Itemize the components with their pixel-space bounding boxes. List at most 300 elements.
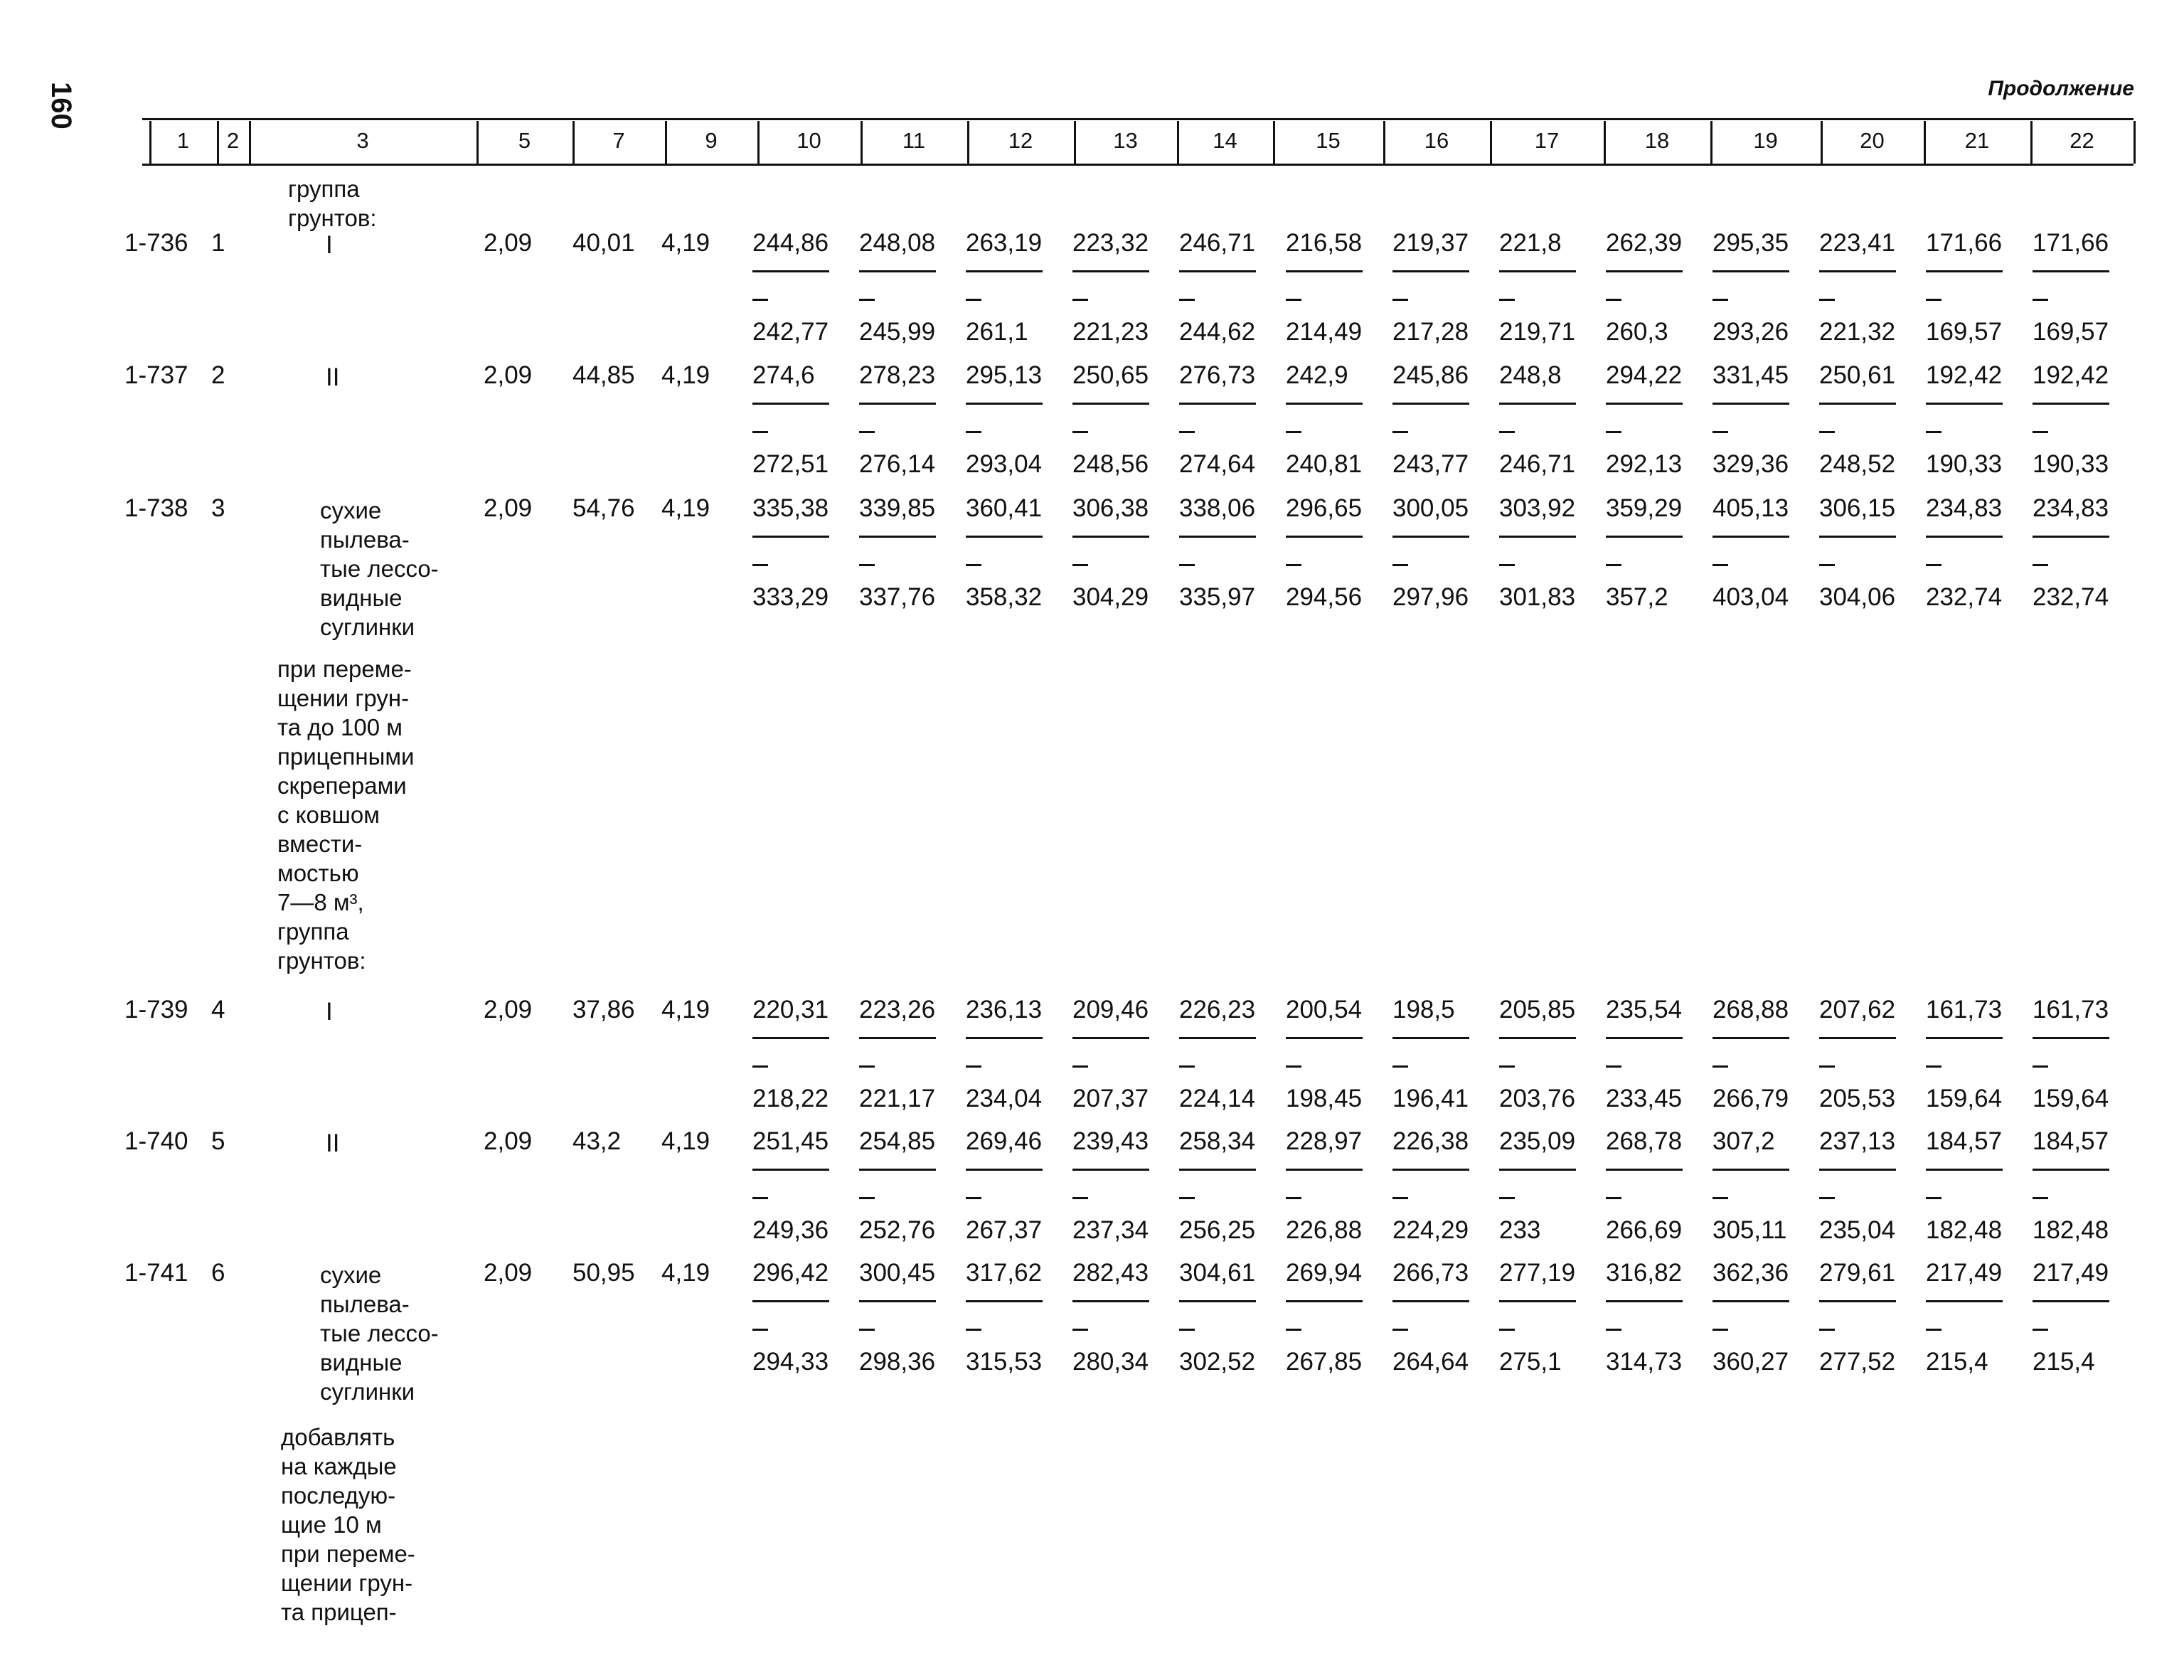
minus-sign bbox=[859, 1197, 875, 1199]
fraction-line bbox=[1606, 1300, 1683, 1302]
cell-top-value: 207,62 bbox=[1819, 996, 1896, 1024]
cell-top-value: 274,6 bbox=[752, 361, 815, 389]
row-group: I bbox=[326, 231, 333, 259]
cell-bottom-value: 219,71 bbox=[1499, 318, 1576, 346]
cell-bottom-value: 302,52 bbox=[1179, 1348, 1256, 1376]
cell-bottom-value: 233 bbox=[1499, 1216, 1541, 1244]
cell-col5: 2,09 bbox=[484, 996, 533, 1024]
cell-top-value: 246,71 bbox=[1179, 229, 1256, 257]
header-cell-9: 9 bbox=[705, 128, 718, 153]
cell-bottom-value: 245,99 bbox=[859, 318, 936, 346]
cell-bottom-value: 190,33 bbox=[2033, 450, 2109, 478]
minus-sign bbox=[966, 299, 981, 301]
row-group: сухие пылева- тые лессо- видные суглинки bbox=[320, 497, 439, 640]
fraction-line bbox=[2033, 403, 2109, 405]
cell-bottom-value: 232,74 bbox=[2033, 583, 2109, 611]
minus-sign bbox=[1819, 431, 1835, 433]
cell-bottom-value: 261,1 bbox=[966, 318, 1028, 346]
minus-sign bbox=[2033, 564, 2048, 566]
minus-sign bbox=[859, 299, 875, 301]
cell-bottom-value: 190,33 bbox=[1926, 450, 2003, 478]
cell-top-value: 335,38 bbox=[752, 494, 829, 522]
minus-sign bbox=[2033, 1197, 2048, 1199]
minus-sign bbox=[1286, 299, 1301, 301]
minus-sign bbox=[1819, 564, 1835, 566]
cell-top-value: 338,06 bbox=[1179, 494, 1256, 522]
minus-sign bbox=[1606, 1329, 1621, 1331]
cell-top-value: 306,38 bbox=[1072, 494, 1149, 522]
cell-top-value: 219,37 bbox=[1392, 229, 1469, 257]
cell-top-value: 239,43 bbox=[1072, 1127, 1149, 1155]
row-number: 2 bbox=[211, 361, 225, 389]
fraction-line bbox=[1072, 270, 1149, 272]
row-code: 1-738 bbox=[124, 494, 188, 522]
minus-sign bbox=[752, 1197, 768, 1199]
cell-bottom-value: 244,62 bbox=[1179, 318, 1256, 346]
cell-bottom-value: 333,29 bbox=[752, 583, 829, 611]
minus-sign bbox=[1286, 1329, 1301, 1331]
cell-top-value: 228,97 bbox=[1286, 1127, 1363, 1155]
cell-top-value: 269,46 bbox=[966, 1127, 1043, 1155]
minus-sign bbox=[1286, 431, 1301, 433]
minus-sign bbox=[1179, 1329, 1195, 1331]
cell-bottom-value: 159,64 bbox=[1926, 1085, 2003, 1112]
minus-sign bbox=[1499, 431, 1515, 433]
cell-col9: 4,19 bbox=[661, 229, 710, 257]
row-number: 6 bbox=[211, 1259, 225, 1287]
cell-top-value: 360,41 bbox=[966, 494, 1043, 522]
minus-sign bbox=[1392, 299, 1408, 301]
fraction-line bbox=[859, 270, 936, 272]
cell-top-value: 296,65 bbox=[1286, 494, 1363, 522]
cell-bottom-value: 169,57 bbox=[2033, 318, 2109, 346]
fraction-line bbox=[2033, 1169, 2109, 1171]
cell-bottom-value: 274,64 bbox=[1179, 450, 1256, 478]
cell-bottom-value: 232,74 bbox=[1926, 583, 2003, 611]
minus-sign bbox=[1606, 431, 1621, 433]
section-description-scrapers: при переме- щении грун- та до 100 м прицепными скреперами с ковшом вмести- мостью 7—8 м³, группа грунтов: bbox=[277, 656, 415, 974]
header-cell-11: 11 bbox=[902, 128, 926, 153]
fraction-line bbox=[1499, 270, 1576, 272]
minus-sign bbox=[2033, 299, 2048, 301]
cell-bottom-value: 198,45 bbox=[1286, 1085, 1363, 1112]
cell-bottom-value: 248,56 bbox=[1072, 450, 1149, 478]
minus-sign bbox=[1179, 1065, 1195, 1068]
minus-sign bbox=[1392, 1065, 1408, 1068]
cell-bottom-value: 260,3 bbox=[1606, 318, 1668, 346]
cell-top-value: 359,29 bbox=[1606, 494, 1683, 522]
row-code: 1-739 bbox=[124, 996, 188, 1024]
header-top-rule bbox=[142, 118, 2134, 120]
fraction-line bbox=[966, 536, 1043, 538]
fraction-line bbox=[1072, 403, 1149, 405]
minus-sign bbox=[966, 564, 981, 566]
cell-top-value: 263,19 bbox=[966, 229, 1043, 257]
minus-sign bbox=[1712, 1197, 1728, 1199]
minus-sign bbox=[752, 431, 768, 433]
minus-sign bbox=[1926, 1065, 1941, 1068]
page-number: 160 bbox=[46, 82, 77, 129]
fraction-line bbox=[1286, 1300, 1363, 1302]
minus-sign bbox=[1072, 564, 1088, 566]
minus-sign bbox=[1392, 431, 1408, 433]
fraction-line bbox=[1926, 1037, 2003, 1039]
minus-sign bbox=[1819, 1329, 1835, 1331]
fraction-line bbox=[1712, 1300, 1789, 1302]
fraction-line bbox=[1926, 1300, 2003, 1302]
group-label-top: группа грунтов: bbox=[288, 176, 377, 231]
cell-top-value: 171,66 bbox=[2033, 229, 2109, 257]
fraction-line bbox=[1072, 1169, 1149, 1171]
cell-col5: 2,09 bbox=[484, 1259, 533, 1287]
minus-sign bbox=[1819, 299, 1835, 301]
cell-bottom-value: 242,77 bbox=[752, 318, 829, 346]
cell-bottom-value: 294,56 bbox=[1286, 583, 1363, 611]
cell-top-value: 226,23 bbox=[1179, 996, 1256, 1024]
cell-col5: 2,09 bbox=[484, 229, 533, 257]
fraction-line bbox=[1179, 536, 1256, 538]
minus-sign bbox=[1179, 564, 1195, 566]
section-description-add: добавлять на каждые последую- щие 10 м при переме- щении грун- та прицеп- bbox=[281, 1424, 415, 1625]
minus-sign bbox=[1926, 1197, 1941, 1199]
cell-col5: 2,09 bbox=[484, 361, 533, 389]
cell-top-value: 317,62 bbox=[966, 1259, 1043, 1287]
cell-bottom-value: 215,4 bbox=[2033, 1348, 2095, 1376]
minus-sign bbox=[966, 431, 981, 433]
header-separator bbox=[2134, 121, 2136, 164]
cell-top-value: 171,66 bbox=[1926, 229, 2003, 257]
fraction-line bbox=[1712, 270, 1789, 272]
cell-top-value: 294,22 bbox=[1606, 361, 1683, 389]
cell-top-value: 250,65 bbox=[1072, 361, 1149, 389]
fraction-line bbox=[1392, 270, 1469, 272]
fraction-line bbox=[966, 1300, 1043, 1302]
fraction-line bbox=[1819, 270, 1896, 272]
cell-top-value: 339,85 bbox=[859, 494, 936, 522]
cell-bottom-value: 218,22 bbox=[752, 1085, 829, 1112]
cell-top-value: 234,83 bbox=[2033, 494, 2109, 522]
header-cell-15: 15 bbox=[1316, 128, 1341, 153]
minus-sign bbox=[1926, 564, 1941, 566]
cell-top-value: 248,08 bbox=[859, 229, 936, 257]
cell-col9: 4,19 bbox=[661, 1259, 710, 1287]
fraction-line bbox=[1819, 403, 1896, 405]
fraction-line bbox=[1926, 536, 2003, 538]
cell-bottom-value: 266,79 bbox=[1712, 1085, 1789, 1112]
cell-top-value: 237,13 bbox=[1819, 1127, 1896, 1155]
cell-bottom-value: 233,45 bbox=[1606, 1085, 1683, 1112]
cell-col9: 4,19 bbox=[661, 494, 710, 522]
minus-sign bbox=[1286, 1065, 1301, 1068]
fraction-line bbox=[1179, 1169, 1256, 1171]
fraction-line bbox=[1499, 1169, 1576, 1171]
cell-top-value: 209,46 bbox=[1072, 996, 1149, 1024]
minus-sign bbox=[1499, 1329, 1515, 1331]
cell-bottom-value: 298,36 bbox=[859, 1348, 936, 1376]
cell-col9: 4,19 bbox=[661, 996, 710, 1024]
cell-bottom-value: 169,57 bbox=[1926, 318, 2003, 346]
cell-bottom-value: 182,48 bbox=[1926, 1216, 2003, 1244]
cell-col9: 4,19 bbox=[661, 361, 710, 389]
cell-bottom-value: 243,77 bbox=[1392, 450, 1469, 478]
minus-sign bbox=[1926, 1329, 1941, 1331]
cell-top-value: 250,61 bbox=[1819, 361, 1896, 389]
fraction-line bbox=[1179, 403, 1256, 405]
cell-top-value: 248,8 bbox=[1499, 361, 1562, 389]
header-cell-1: 1 bbox=[176, 128, 190, 153]
minus-sign bbox=[1606, 564, 1621, 566]
fraction-line bbox=[1606, 270, 1683, 272]
cell-top-value: 192,42 bbox=[1926, 361, 2003, 389]
cell-col7: 50,95 bbox=[572, 1259, 635, 1287]
row-code: 1-737 bbox=[124, 361, 188, 389]
fraction-line bbox=[752, 536, 829, 538]
cell-top-value: 234,83 bbox=[1926, 494, 2003, 522]
minus-sign bbox=[1179, 299, 1195, 301]
cell-top-value: 217,49 bbox=[2033, 1259, 2109, 1287]
fraction-line bbox=[2033, 536, 2109, 538]
minus-sign bbox=[1499, 564, 1515, 566]
fraction-line bbox=[1926, 270, 2003, 272]
header-cell-13: 13 bbox=[1113, 128, 1138, 153]
fraction-line bbox=[1606, 1169, 1683, 1171]
cell-bottom-value: 293,26 bbox=[1712, 318, 1789, 346]
minus-sign bbox=[1179, 431, 1195, 433]
cell-bottom-value: 224,14 bbox=[1179, 1085, 1256, 1112]
fraction-line bbox=[1712, 1169, 1789, 1171]
minus-sign bbox=[1072, 299, 1088, 301]
cell-bottom-value: 240,81 bbox=[1286, 450, 1363, 478]
cell-top-value: 220,31 bbox=[752, 996, 829, 1024]
cell-bottom-value: 226,88 bbox=[1286, 1216, 1363, 1244]
cell-top-value: 316,82 bbox=[1606, 1259, 1683, 1287]
cell-col7: 43,2 bbox=[572, 1127, 622, 1155]
cell-top-value: 244,86 bbox=[752, 229, 829, 257]
fraction-line bbox=[1712, 1037, 1789, 1039]
cell-top-value: 223,41 bbox=[1819, 229, 1896, 257]
row-group: II bbox=[326, 363, 340, 391]
cell-top-value: 405,13 bbox=[1712, 494, 1789, 522]
cell-bottom-value: 403,04 bbox=[1712, 583, 1789, 611]
fraction-line bbox=[1072, 1037, 1149, 1039]
fraction-line bbox=[1179, 1037, 1256, 1039]
cell-bottom-value: 234,04 bbox=[966, 1085, 1043, 1112]
fraction-line bbox=[859, 403, 936, 405]
header-bottom-rule bbox=[142, 164, 2134, 166]
cell-bottom-value: 357,2 bbox=[1606, 583, 1668, 611]
fraction-line bbox=[1392, 1300, 1469, 1302]
cell-top-value: 268,88 bbox=[1712, 996, 1789, 1024]
header-cell-5: 5 bbox=[518, 128, 531, 153]
fraction-line bbox=[2033, 270, 2109, 272]
minus-sign bbox=[859, 1065, 875, 1068]
minus-sign bbox=[859, 1329, 875, 1331]
header-cell-19: 19 bbox=[1753, 128, 1778, 153]
cell-top-value: 258,34 bbox=[1179, 1127, 1256, 1155]
fraction-line bbox=[966, 1169, 1043, 1171]
cell-bottom-value: 360,27 bbox=[1712, 1348, 1789, 1376]
cell-col5: 2,09 bbox=[484, 494, 533, 522]
row-number: 1 bbox=[211, 229, 225, 257]
cell-top-value: 268,78 bbox=[1606, 1127, 1683, 1155]
cell-top-value: 279,61 bbox=[1819, 1259, 1896, 1287]
cell-top-value: 295,35 bbox=[1712, 229, 1789, 257]
minus-sign bbox=[2033, 1065, 2048, 1068]
cell-bottom-value: 304,29 bbox=[1072, 583, 1149, 611]
fraction-line bbox=[859, 1037, 936, 1039]
minus-sign bbox=[752, 564, 768, 566]
cell-top-value: 161,73 bbox=[2033, 996, 2109, 1024]
cell-bottom-value: 264,64 bbox=[1392, 1348, 1469, 1376]
cell-bottom-value: 301,83 bbox=[1499, 583, 1576, 611]
minus-sign bbox=[1712, 299, 1728, 301]
minus-sign bbox=[1072, 431, 1088, 433]
minus-sign bbox=[1712, 431, 1728, 433]
minus-sign bbox=[1819, 1065, 1835, 1068]
fraction-line bbox=[752, 403, 829, 405]
row-group: II bbox=[326, 1129, 340, 1157]
minus-sign bbox=[752, 1329, 768, 1331]
fraction-line bbox=[966, 270, 1043, 272]
cell-top-value: 236,13 bbox=[966, 996, 1043, 1024]
row-number: 4 bbox=[211, 996, 225, 1024]
header-cell-20: 20 bbox=[1860, 128, 1885, 153]
fraction-line bbox=[1819, 1300, 1896, 1302]
cell-top-value: 303,92 bbox=[1499, 494, 1576, 522]
cell-col5: 2,09 bbox=[484, 1127, 533, 1155]
fraction-line bbox=[966, 1037, 1043, 1039]
cell-bottom-value: 329,36 bbox=[1712, 450, 1789, 478]
fraction-line bbox=[1286, 403, 1363, 405]
header-cell-7: 7 bbox=[612, 128, 625, 153]
fraction-line bbox=[752, 1300, 829, 1302]
cell-bottom-value: 267,85 bbox=[1286, 1348, 1363, 1376]
minus-sign bbox=[1819, 1197, 1835, 1199]
cell-bottom-value: 305,11 bbox=[1712, 1216, 1787, 1244]
cell-top-value: 277,19 bbox=[1499, 1259, 1576, 1287]
minus-sign bbox=[1712, 1329, 1728, 1331]
fraction-line bbox=[1392, 536, 1469, 538]
cell-top-value: 245,86 bbox=[1392, 361, 1469, 389]
minus-sign bbox=[1072, 1197, 1088, 1199]
row-group: I bbox=[326, 998, 333, 1026]
cell-top-value: 278,23 bbox=[859, 361, 936, 389]
minus-sign bbox=[1926, 431, 1941, 433]
cell-top-value: 161,73 bbox=[1926, 996, 2003, 1024]
fraction-line bbox=[752, 1169, 829, 1171]
fraction-line bbox=[1606, 536, 1683, 538]
cell-bottom-value: 337,76 bbox=[859, 583, 936, 611]
cell-top-value: 269,94 bbox=[1286, 1259, 1363, 1287]
fraction-line bbox=[1712, 536, 1789, 538]
fraction-line bbox=[1072, 536, 1149, 538]
row-number: 3 bbox=[211, 494, 225, 522]
cell-bottom-value: 182,48 bbox=[2033, 1216, 2109, 1244]
cell-top-value: 295,13 bbox=[966, 361, 1043, 389]
cell-bottom-value: 246,71 bbox=[1499, 450, 1576, 478]
minus-sign bbox=[1606, 299, 1621, 301]
minus-sign bbox=[752, 299, 768, 301]
continuation-label: Продолжение bbox=[1988, 77, 2134, 100]
minus-sign bbox=[966, 1197, 981, 1199]
cell-bottom-value: 315,53 bbox=[966, 1348, 1043, 1376]
cell-top-value: 217,49 bbox=[1926, 1259, 2003, 1287]
cell-bottom-value: 335,97 bbox=[1179, 583, 1256, 611]
minus-sign bbox=[859, 431, 875, 433]
minus-sign bbox=[1392, 564, 1408, 566]
row-group: сухие пылева- тые лессо- видные суглинки bbox=[320, 1262, 439, 1405]
minus-sign bbox=[1499, 299, 1515, 301]
row-code: 1-741 bbox=[124, 1259, 188, 1287]
header-cell-21: 21 bbox=[1964, 128, 1990, 153]
cell-bottom-value: 221,17 bbox=[859, 1085, 936, 1112]
cell-top-value: 266,73 bbox=[1392, 1259, 1469, 1287]
cell-top-value: 306,15 bbox=[1819, 494, 1896, 522]
header-cell-12: 12 bbox=[1008, 128, 1033, 153]
cell-bottom-value: 221,32 bbox=[1819, 318, 1896, 346]
cell-bottom-value: 249,36 bbox=[752, 1216, 829, 1244]
fraction-line bbox=[1286, 536, 1363, 538]
cell-bottom-value: 221,23 bbox=[1072, 318, 1149, 346]
fraction-line bbox=[1499, 403, 1576, 405]
cell-top-value: 300,05 bbox=[1392, 494, 1469, 522]
header-cell-18: 18 bbox=[1644, 128, 1670, 153]
cell-top-value: 304,61 bbox=[1179, 1259, 1256, 1287]
cell-top-value: 276,73 bbox=[1179, 361, 1256, 389]
cell-bottom-value: 215,4 bbox=[1926, 1348, 1988, 1376]
cell-top-value: 223,32 bbox=[1072, 229, 1149, 257]
cell-bottom-value: 207,37 bbox=[1072, 1085, 1149, 1112]
cell-bottom-value: 196,41 bbox=[1392, 1085, 1469, 1112]
row-code: 1-740 bbox=[124, 1127, 188, 1155]
minus-sign bbox=[1072, 1065, 1088, 1068]
header-cell-17: 17 bbox=[1534, 128, 1560, 153]
cell-top-value: 254,85 bbox=[859, 1127, 936, 1155]
minus-sign bbox=[1179, 1197, 1195, 1199]
minus-sign bbox=[1286, 564, 1301, 566]
minus-sign bbox=[1926, 299, 1941, 301]
fraction-line bbox=[859, 1300, 936, 1302]
minus-sign bbox=[1286, 1197, 1301, 1199]
cell-bottom-value: 280,34 bbox=[1072, 1348, 1149, 1376]
cell-bottom-value: 248,52 bbox=[1819, 450, 1896, 478]
cell-bottom-value: 276,14 bbox=[859, 450, 936, 478]
cell-top-value: 184,57 bbox=[2033, 1127, 2109, 1155]
header-cell-22: 22 bbox=[2070, 128, 2094, 153]
cell-top-value: 242,9 bbox=[1286, 361, 1348, 389]
cell-top-value: 300,45 bbox=[859, 1259, 936, 1287]
minus-sign bbox=[2033, 431, 2048, 433]
cell-top-value: 282,43 bbox=[1072, 1259, 1149, 1287]
fraction-line bbox=[1072, 1300, 1149, 1302]
cell-bottom-value: 297,96 bbox=[1392, 583, 1469, 611]
cell-bottom-value: 217,28 bbox=[1392, 318, 1469, 346]
cell-bottom-value: 358,32 bbox=[966, 583, 1043, 611]
cell-top-value: 221,8 bbox=[1499, 229, 1562, 257]
fraction-line bbox=[1392, 1169, 1469, 1171]
fraction-line bbox=[859, 1169, 936, 1171]
fraction-line bbox=[1499, 1300, 1576, 1302]
cell-bottom-value: 235,04 bbox=[1819, 1216, 1896, 1244]
fraction-line bbox=[752, 270, 829, 272]
fraction-line bbox=[1286, 270, 1363, 272]
cell-col9: 4,19 bbox=[661, 1127, 710, 1155]
minus-sign bbox=[966, 1329, 981, 1331]
fraction-line bbox=[1926, 403, 2003, 405]
fraction-line bbox=[1606, 403, 1683, 405]
fraction-line bbox=[1712, 403, 1789, 405]
minus-sign bbox=[1712, 564, 1728, 566]
